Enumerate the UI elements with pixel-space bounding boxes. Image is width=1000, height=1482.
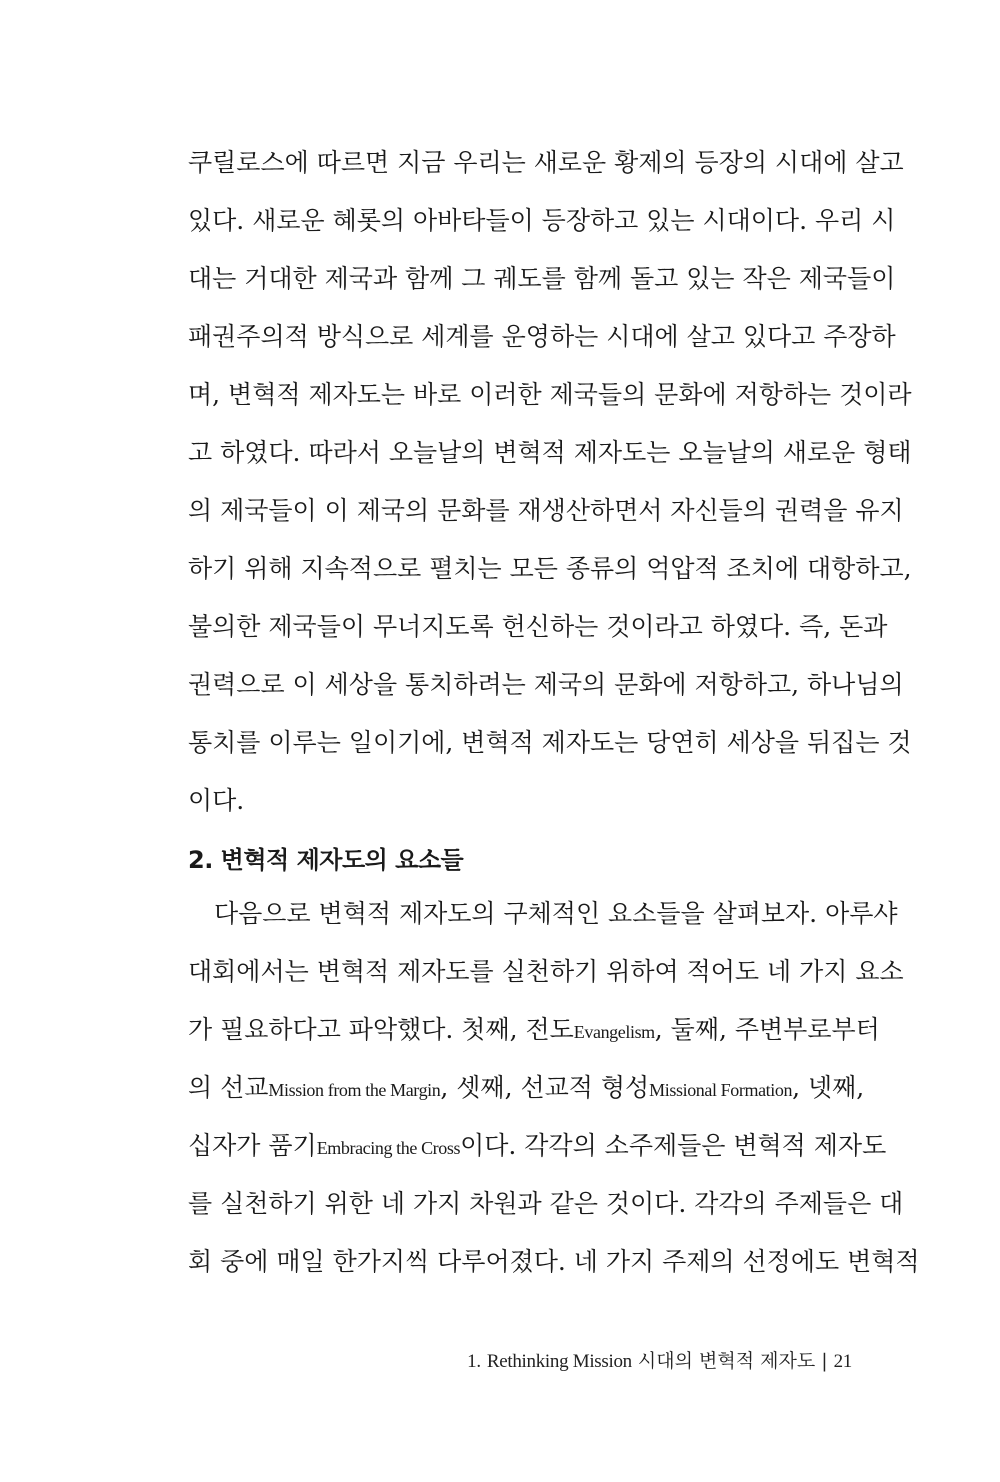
section-heading: 2. 변혁적 제자도의 요소들: [188, 846, 464, 874]
text-segment: , 둘째, 주변부로부터: [654, 1015, 880, 1044]
text-line: 권력으로 이 세상을 통치하려는 제국의 문화에 저항하고, 하나님의: [188, 670, 904, 699]
english-gloss-evangelism: Evangelism: [573, 1022, 655, 1042]
text-line: 회 중에 매일 한가지씩 다루어졌다. 네 가지 주제의 선정에도 변혁적: [188, 1247, 920, 1276]
text-line: 를 실천하기 위한 네 가지 차원과 같은 것이다. 각각의 주제들은 대: [188, 1189, 904, 1218]
running-footer: [467, 1346, 852, 1377]
text-line: [188, 1059, 865, 1117]
text-segment: , 넷째,: [792, 1073, 865, 1102]
text-line: 대회에서는 변혁적 제자도를 실천하기 위하여 적어도 네 가지 요소: [188, 957, 904, 986]
footer-separator: |: [821, 1350, 828, 1372]
english-gloss-mission-from-margin: Mission from the Margin: [268, 1080, 441, 1100]
text-line: 패권주의적 방식으로 세계를 운영하는 시대에 살고 있다고 주장하: [188, 322, 896, 351]
text-line: 하기 위해 지속적으로 펼치는 모든 종류의 억압적 조치에 대항하고,: [188, 554, 912, 583]
text-segment: 이다. 각각의 소주제들은 변혁적 제자도: [460, 1131, 887, 1160]
text-line: [188, 1001, 880, 1059]
text-line: 불의한 제국들이 무너지도록 헌신하는 것이라고 하였다. 즉, 돈과: [188, 612, 888, 641]
english-gloss-missional-formation: Missional Formation: [649, 1080, 793, 1100]
text-line: 대는 거대한 제국과 함께 그 궤도를 함께 돌고 있는 작은 제국들이: [188, 264, 896, 293]
chapter-number: 1.: [467, 1351, 481, 1372]
body-paragraph-1: [188, 134, 912, 830]
english-gloss-embracing-cross: Embracing the Cross: [316, 1138, 461, 1158]
text-segment: 의 선교: [188, 1073, 269, 1102]
text-line: 있다. 새로운 혜롯의 아바타들이 등장하고 있는 시대이다. 우리 시: [188, 206, 896, 235]
text-segment: 가 필요하다고 파악했다. 첫째, 전도: [188, 1015, 574, 1044]
text-line: 이다.: [188, 786, 245, 815]
text-segment: 십자가 품기: [188, 1131, 317, 1160]
chapter-title-korean: 시대의 변혁적 제자도: [637, 1350, 816, 1372]
text-line: 고 하였다. 따라서 오늘날의 변혁적 제자도는 오늘날의 새로운 형태: [188, 438, 912, 467]
text-line: 쿠릴로스에 따르면 지금 우리는 새로운 황제의 등장의 시대에 살고: [188, 148, 904, 177]
chapter-title-english: Rethinking Mission: [486, 1351, 632, 1372]
text-line: [188, 1117, 887, 1175]
text-line: 며, 변혁적 제자도는 바로 이러한 제국들의 문화에 저항하는 것이라: [188, 380, 912, 409]
page-number: 21: [833, 1351, 852, 1372]
text-line: 통치를 이루는 일이기에, 변혁적 제자도는 당연히 세상을 뒤집는 것: [188, 728, 912, 757]
text-line: 다음으로 변혁적 제자도의 구체적인 요소들을 살펴보자. 아루샤: [214, 899, 898, 928]
text-line: 의 제국들이 이 제국의 문화를 재생산하면서 자신들의 권력을 유지: [188, 496, 904, 525]
body-paragraph-2: [188, 885, 920, 1291]
text-segment: , 셋째, 선교적 형성: [440, 1073, 650, 1102]
